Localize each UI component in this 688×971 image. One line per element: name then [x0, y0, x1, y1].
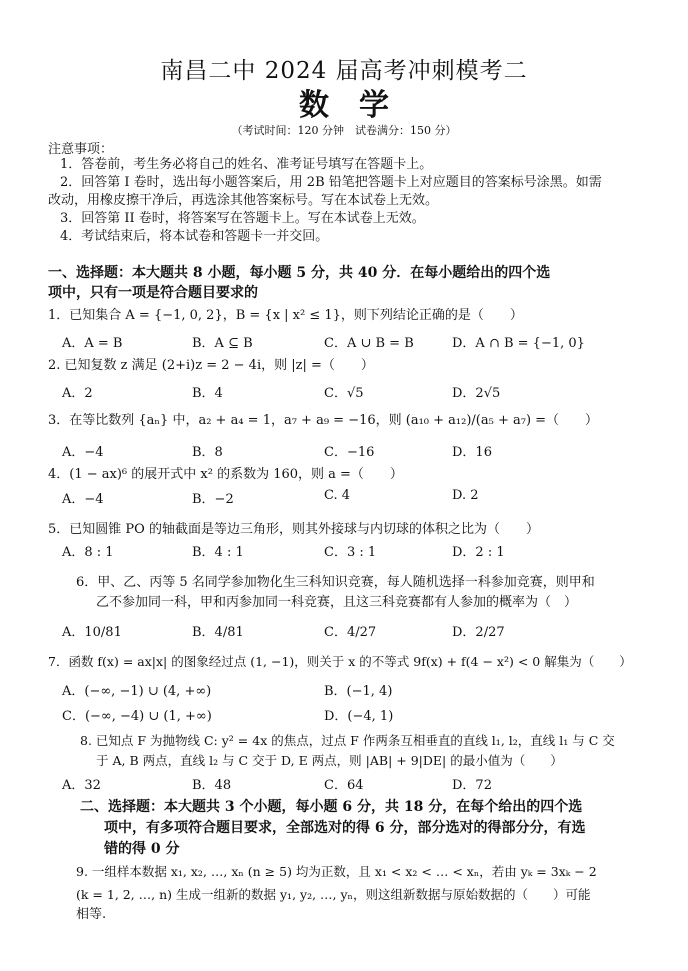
option-c: C. 4 [324, 488, 351, 503]
option-b: B．4/81 [192, 625, 244, 640]
notice-heading: 注意事项： [48, 142, 114, 157]
option-d: D．2 : 1 [452, 545, 505, 560]
option-b: B．48 [192, 778, 232, 793]
option-c: C．3 : 1 [324, 545, 377, 560]
question-6-options [62, 621, 652, 640]
exam-title: 南昌二中 2024 届高考冲刺模考二 [160, 58, 528, 84]
option-d: D. 2 [452, 488, 479, 503]
notice-item: 4．考试结束后，将本试卷和答题卡一并交回。 [60, 229, 329, 244]
question-6-cont: 乙不参加同一科，甲和丙参加同一科竞赛，且这三科竞赛都有人参加的概率为（ ） [96, 595, 578, 610]
notice-item: 1．答卷前，考生务必将自己的姓名、准考证号填写在答题卡上。 [60, 157, 433, 172]
option-a: A．−4 [62, 445, 104, 460]
section-2-heading-cont: 项中，有多项符合题目要求，全部选对的得 6 分，部分选对的得部分分，有选 [104, 820, 586, 836]
option-a: A．32 [62, 778, 101, 793]
question-8-cont: 于 A, B 两点，直线 l₂ 与 C 交于 D, E 两点，则 |AB| + 9|DE| 的最小值为（ ） [96, 753, 563, 768]
section-1-heading: 一、选择题：本大题共 8 小题，每小题 5 分，共 40 分．在每小题给出的四个选 [48, 265, 551, 281]
option-a: A．8 : 1 [62, 545, 114, 560]
option-d: D．2√5 [452, 386, 501, 401]
question-6: 6．甲、乙、丙等 5 名同学参加物化生三科知识竞赛，每人随机选择一科参加竞赛，则甲和 [76, 575, 595, 590]
question-1: 1．已知集合 A = {−1, 0, 2}，B = {x | x² ≤ 1}，则下列结论正确的是（ ） [48, 308, 523, 323]
section-1-heading-cont: 项中，只有一项是符合题目要求的 [48, 285, 258, 301]
option-b: B．4 [192, 386, 223, 401]
section-2-heading: 二、选择题：本大题共 3 个小题，每小题 6 分，共 18 分，在每个给出的四个选 [80, 799, 583, 815]
question-8-options [62, 774, 652, 793]
notice-item: 2．回答第 I 卷时，选出每小题答案后，用 2B 铅笔把答题卡上对应题目的答案标号涂黑。如需 [60, 175, 602, 190]
option-d: D．72 [452, 778, 492, 793]
option-c: C．(−∞, −4) ∪ (1, +∞) [62, 709, 212, 724]
option-b: B．8 [192, 445, 223, 460]
question-8: 8. 已知点 F 为抛物线 C: y² = 4x 的焦点，过点 F 作两条互相垂直的直线 l₁, l₂，直线 l₁ 与 C 交 [80, 733, 615, 748]
question-1-options [62, 332, 652, 351]
option-c: C．A ∪ B = B [324, 336, 414, 351]
section-2-heading-end: 错的得 0 分 [104, 841, 180, 857]
option-c: C．√5 [324, 386, 364, 401]
question-4-options [62, 488, 652, 507]
option-d: D．A ∩ B = {−1, 0} [452, 336, 585, 351]
question-5: 5．已知圆锥 PO 的轴截面是等边三角形，则其外接球与内切球的体积之比为（ ） [48, 522, 539, 537]
question-2-options [62, 382, 652, 401]
option-d: D．(−4, 1) [324, 709, 394, 724]
subject-title: 数学 [299, 88, 419, 123]
question-9: 9. 一组样本数据 x₁, x₂, …, xₙ (n ≥ 5) 均为正数，且 x₁ < x₂ < … < xₙ，若由 yₖ = 3xₖ − 2 [76, 864, 597, 879]
question-7: 7．函数 f(x) = ax|x| 的图象经过点 (1, −1)，则关于 x 的不等式 9f(x) + f(4 − x²) < 0 解集为（ ） [48, 654, 632, 669]
option-b: B．A ⊆ B [192, 336, 253, 351]
question-5-options [62, 541, 652, 560]
option-b: B．4 : 1 [192, 545, 244, 560]
option-a: A．−4 [62, 492, 104, 507]
exam-info: （考试时间：120 分钟 试卷满分：150 分） [231, 124, 457, 137]
question-3: 3．在等比数列 {aₙ} 中，a₂ + a₄ = 1，a₇ + a₉ = −16，则 (a₁₀ + a₁₂)/(a₅ + a₇) =（ ） [48, 413, 599, 428]
option-c: C．4/27 [324, 625, 377, 640]
question-4: 4．(1 − ax)⁶ 的展开式中 x² 的系数为 160，则 a =（ ） [48, 467, 403, 482]
option-d: D．2/27 [452, 625, 505, 640]
option-b: B．(−1, 4) [324, 684, 393, 699]
question-9-cont: (k = 1, 2, …, n) 生成一组新的数据 y₁, y₂, …, yₙ，则这组新数据与原始数据的（ ）可能 [76, 887, 591, 902]
option-c: C．64 [324, 778, 364, 793]
option-b: B．−2 [192, 492, 234, 507]
option-a: A．2 [62, 386, 93, 401]
option-d: D．16 [452, 445, 492, 460]
option-a: A．A = B [62, 336, 123, 351]
question-2: 2. 已知复数 z 满足 (2+i)z = 2 − 4i，则 |z| =（ ） [48, 358, 374, 373]
notice-item: 3．回答第 II 卷时，将答案写在答题卡上。写在本试卷上无效。 [60, 211, 425, 226]
question-9-end: 相等. [76, 907, 107, 922]
question-7-options-row-2 [62, 705, 652, 724]
question-7-options-row-1 [62, 680, 652, 699]
notice-item: 改动，用橡皮擦干净后，再选涂其他答案标号。写在本试卷上无效。 [48, 193, 439, 208]
option-a: A．(−∞, −1) ∪ (4, +∞) [62, 684, 212, 699]
option-c: C．−16 [324, 445, 375, 460]
option-a: A．10/81 [62, 625, 122, 640]
question-3-options [62, 441, 652, 460]
